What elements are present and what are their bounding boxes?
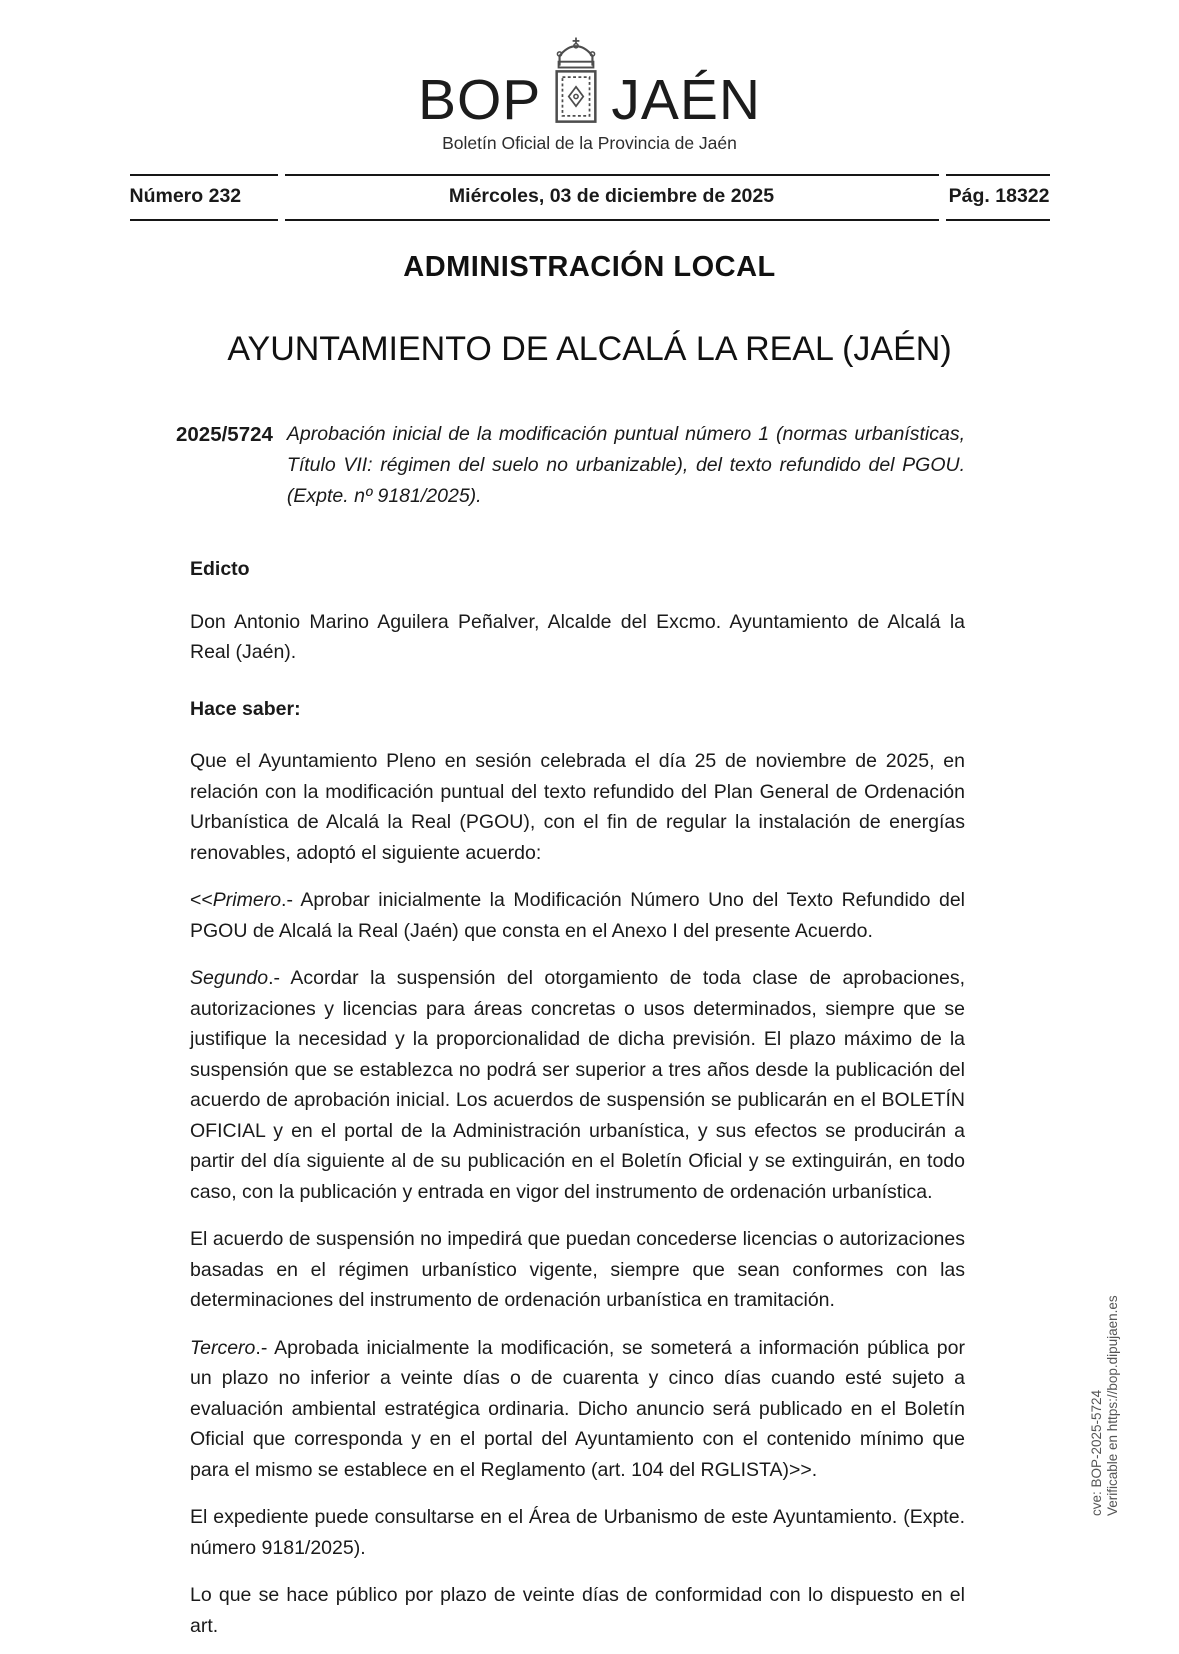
logo-text-bop: BOP <box>417 67 542 132</box>
provincial-crest-icon <box>547 36 605 128</box>
hace-saber-heading: Hace saber: <box>190 697 301 720</box>
paragraph-prefix: << <box>190 889 213 911</box>
cve-sidebar <box>1089 1254 1121 1516</box>
reference-summary: Aprobación inicial de la modificación puntual número 1 (normas urbanísticas, Título VII: régimen del suelo no urbanizable), del texto refundido del PGOU. (Expte. nº 9181/2025). <box>286 423 965 507</box>
paragraph-text: .- Acordar la suspensión del otorgamiento de toda clase de aprobaciones, autorizaciones y licencias para áreas concretas o usos determinados, siempre que se justifique la necesidad y la proporcionalidad de dicha previsión. El plazo máximo de la suspensión que se establezca no podrá ser superior a tres años desde la publicación del acuerdo de aprobación inicial. Los acuerdos de suspensión se publicarán en el BOLETÍN OFICIAL y en el portal de la Administración urbanística, y sus efectos se producirán a partir del día siguiente al de su publicación en el Boletín Oficial y se extinguirán, en todo caso, con la publicación y entrada en vigor del instrumento de ordenación urbanística. <box>190 967 965 1203</box>
cve-verification: Verificable en https://bop.dipujaen.es <box>1105 1295 1120 1516</box>
masthead <box>0 0 1179 154</box>
paragraph-lead: Primero <box>212 889 282 911</box>
paragraph-text: Lo que se hace público por plazo de veinte días de conformidad con lo dispuesto en el art. <box>190 1584 965 1637</box>
bop-jaen-logo <box>0 36 1179 132</box>
body-paragraph <box>190 1580 965 1641</box>
body-paragraph <box>190 746 965 868</box>
paragraph-lead: Tercero <box>190 1336 256 1359</box>
paragraph-text: .- Aprobada inicialmente la modificación, se someterá a información pública por un plazo no inferior a veinte días o de cuarenta y cinco días cuando esté sujeto a evaluación ambiental estratégica ordinaria. Dicho anuncio será publicado en el Boletín Oficial que corresponda y en el portal del Ayuntamiento con el contenido mínimo que para el mismo se establece en el Reglamento (art. 104 del RGLISTA)>>. <box>190 1336 965 1481</box>
issue-number: Número 232 <box>130 174 278 221</box>
announcement-reference-row <box>176 419 965 512</box>
paragraph-text: El expediente puede consultarse en el Área de Urbanismo de este Ayuntamiento. (Expte. número 9181/2025). <box>190 1506 965 1559</box>
paragraph-text: .- Aprobar inicialmente la Modificación Número Uno del Texto Refundido del PGOU de Alcalá la Real (Jaén) que consta en el Anexo I del presente Acuerdo. <box>190 889 965 942</box>
cve-code: cve: BOP-2025-5724 <box>1089 1389 1104 1516</box>
document-body <box>190 554 965 1641</box>
reference-number: 2025/5724 <box>176 423 273 446</box>
entity-title: AYUNTAMIENTO DE ALCALÁ LA REAL (JAÉN) <box>227 330 952 368</box>
paragraph-lead: Segundo <box>190 967 269 989</box>
page-number: Pág. 18322 <box>946 174 1050 221</box>
paragraph-text: El acuerdo de suspensión no impedirá que puedan concederse licencias o autorizaciones basadas en el régimen urbanístico vigente, siempre que sean conformes con las determinaciones del instrumento de ordenación urbanística en tramitación. <box>190 1228 965 1311</box>
edicto-heading: Edicto <box>190 558 250 580</box>
masthead-subtitle: Boletín Oficial de la Provincia de Jaén <box>442 133 737 153</box>
intro-paragraph: Don Antonio Marino Aguilera Peñalver, Alcalde del Excmo. Ayuntamiento de Alcalá la Real (Jaén). <box>190 610 965 663</box>
logo-text-jaen: JAÉN <box>611 67 762 132</box>
issue-date: Miércoles, 03 de diciembre de 2025 <box>285 174 939 221</box>
body-paragraph <box>190 963 965 1207</box>
body-paragraph <box>190 885 965 946</box>
section-title: ADMINISTRACIÓN LOCAL <box>403 251 776 283</box>
paragraph-text: Que el Ayuntamiento Pleno en sesión celebrada el día 25 de noviembre de 2025, en relación con la modificación puntual del texto refundido del Plan General de Ordenación Urbanística de Alcalá la Real (PGOU), con el fin de regular la instalación de energías renovables, adoptó el siguiente acuerdo: <box>190 750 965 864</box>
body-paragraph <box>190 1502 965 1563</box>
body-paragraph <box>190 1333 965 1486</box>
header-bar <box>123 174 1057 221</box>
body-paragraph <box>190 1224 965 1316</box>
